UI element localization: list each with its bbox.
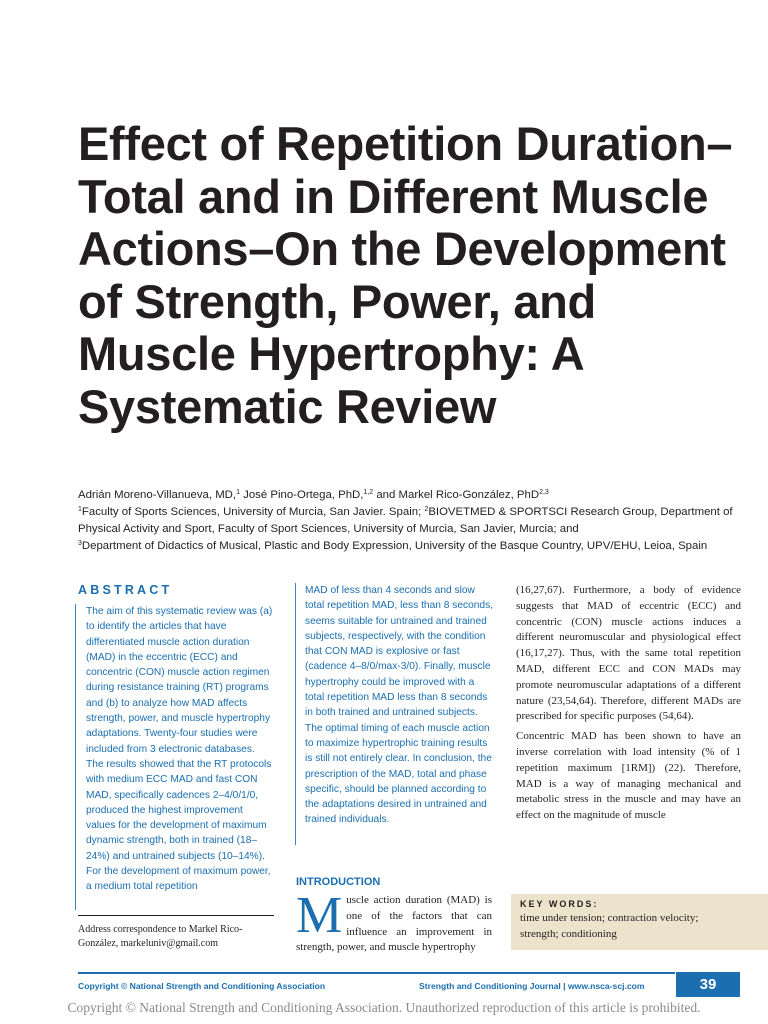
page-number: 39 [676,972,740,997]
keywords-heading: KEY WORDS: [520,899,599,909]
author-affiliation-mark: 1,2 [363,489,374,496]
affiliation-number: 2 [424,506,429,513]
author-block [78,487,738,555]
affiliation-text: BIOVETMED & SPORTSCI Research Group, Department of Physical Activity and Sport, Faculty of Sport Sciences, University of Murcia, San Javier, Murcia; and [78,506,733,535]
author-affiliation-mark: 2,3 [539,489,549,496]
affiliation-number: 1 [78,506,82,513]
abstract-text-part2: MAD of less than 4 seconds and slow total repetition MAD, less than 8 seconds, seems suitable for untrained and trained subjects, respectively, with the condition that CON MAD is explosive or fast (cadence 4–8/0/max-3/0). Finally, muscle hypertrophy could be improved with a total repetition MAD less than 8 seconds in both trained and untrained subjects. The optimal timing of each muscle action to maximize hypertrophic training results is still not entirely clear. In conclusion, the prescription of the MAD, total and phase specific, should be planned according to the adaptations desired in untrained and trained individuals. [295,583,495,845]
body-paragraph: Concentric MAD has been shown to have an inverse correlation with load intensity (% of 1 repetition maximum [1RM]) (22). Therefore, MAD is a way of managing mechanical and metabolic stress in the muscle and may have an effect on the magnitude of muscle [516,730,741,822]
keywords-box [511,894,768,950]
author-name: Adrián Moreno-Villanueva, MD, [78,489,237,501]
abstract-text-part1: The aim of this systematic review was (a) to identify the articles that have differentiated muscle action duration (MAD) in the eccentric (ECC) and concentric (CON) muscle action regimen during resistance training (RT) programs and (b) to analyze how MAD affects strength, power, and muscle hypertrophy adaptations. Twenty-four studies were included from 3 electronic databases. The results showed that the RT protocols with medium ECC MAD and fast CON MAD, specifically cadences 2–4/0/1/0, produced the highest improvement values for the development of maximum dynamic strength, both in trained (18–24%) and untrained subjects (10–14%). For the development of maximum power, a medium total repetition [75,604,273,910]
drop-cap: M [296,887,343,944]
body-paragraph: (16,27,67). Furthermore, a body of evidence suggests that MAD of eccentric (ECC) and concentric (CON) muscle actions induces a different neuromuscular and physiological effect (16,17,27). Thus, with the same total repetition MAD, different ECC and CON MADs may promote neuromuscular adaptations of a different nature (23,54,64). Therefore, different MADs are prescribed for specific purposes (54,64). [516,584,741,723]
abstract-heading: ABSTRACT [78,583,173,597]
copyright-watermark: Copyright © National Strength and Conditioning Association. Unauthorized reproduction of this article is prohibited. [67,1000,701,1015]
introduction-text [296,887,492,956]
affiliation-text: Faculty of Sports Sciences, University of Murcia, San Javier. Spain; [81,506,425,518]
introduction-heading: INTRODUCTION [296,876,381,888]
footer-journal: Strength and Conditioning Journal | www.nsca-scj.com [419,981,645,991]
author-name: José Pino-Ortega, PhD, [239,489,364,501]
keywords-text: time under tension; contraction velocity; strength; conditioning [520,912,699,940]
introduction-body: uscle action duration (MAD) is one of the factors that can influence an improvement in strength, power, and muscle hypertrophy [296,894,492,954]
author-affiliation-mark: 1 [236,489,240,496]
affiliation-text: Department of Didactics of Musical, Plastic and Body Expression, University of the Basque Country, UPV/EHU, Leioa, Spain [81,540,708,552]
correspondence-note: Address correspondence to Markel Rico-González, markeluniv@gmail.com [78,915,274,950]
author-name: and Markel Rico-González, PhD [373,489,540,501]
author-list [78,487,738,504]
body-column-right [516,583,741,828]
footer-copyright: Copyright © National Strength and Conditioning Association [78,981,326,991]
article-title: Effect of Repetition Duration–Total and in Different Muscle Actions–On the Development of Strength, Power, and Muscle Hypertrophy: A Systematic Review [78,117,733,433]
affiliations [78,504,738,555]
affiliation-number: 3 [78,540,82,547]
footer-rule [78,972,675,974]
